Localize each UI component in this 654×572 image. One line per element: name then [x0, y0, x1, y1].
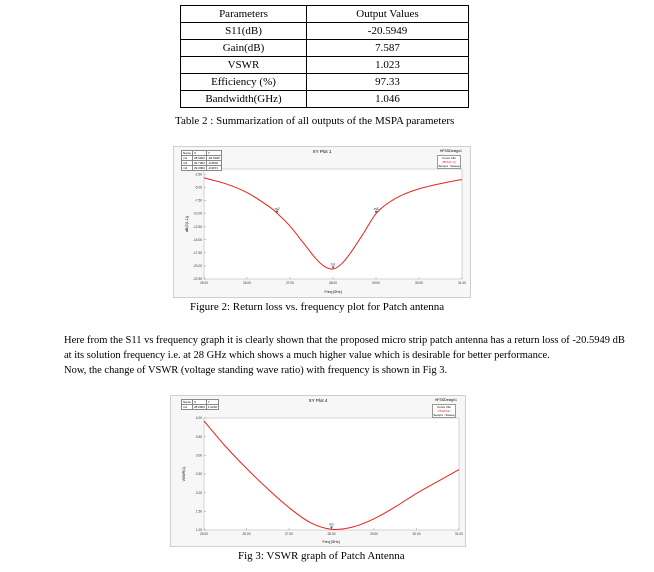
x-tick-label: 25.00	[200, 532, 208, 536]
curve-info-title: Curve Info	[437, 405, 451, 409]
figure3-plot	[170, 395, 466, 547]
legend-cell: 29.0000	[194, 166, 205, 170]
body-paragraph-line: at its solution frequency i.e. at 28 GHz which shows a much higher value which is desirable for better performance.	[64, 350, 550, 361]
table-cell: Efficiency (%)	[181, 74, 307, 91]
table-row	[181, 40, 469, 57]
table-header-cell: Parameters	[181, 6, 307, 23]
y-tick-label: -12.50	[192, 224, 202, 229]
y-tick-label: 3.00	[195, 453, 202, 458]
table-cell: Bandwidth(GHz)	[181, 91, 307, 108]
x-tick-label: 29.00	[372, 281, 380, 285]
figure2-caption: Figure 2: Return loss vs. frequency plot for Patch antenna	[190, 301, 445, 313]
table-caption: Table 2 : Summarization of all outputs of the MSPA parameters	[175, 115, 455, 127]
table-header-row	[181, 6, 469, 23]
x-tick-label: 26.00	[242, 532, 251, 536]
table-cell: Gain(dB)	[181, 40, 307, 57]
table-cell: -20.5949	[307, 23, 469, 40]
legend-cell: -9.9504	[206, 161, 221, 166]
plot-title: XY Plot 1	[312, 149, 332, 154]
x-tick-label: 30.00	[412, 532, 421, 536]
x-tick-label: 29.00	[370, 532, 378, 536]
legend-cell: 28.0000	[194, 156, 205, 160]
y-tick-label: -10.00	[192, 211, 202, 216]
table-cell: 1.023	[307, 57, 469, 74]
curve-info-title: Curve Info	[442, 156, 456, 160]
legend-cell: Name	[183, 400, 192, 404]
legend-cell: m2	[182, 161, 193, 166]
marker-label: m2	[274, 206, 280, 211]
legend-cell: m3	[182, 166, 193, 171]
curve-info-setup: Setup1 : Sweep	[438, 164, 460, 168]
table-cell: 1.046	[307, 91, 469, 108]
marker-legend	[181, 399, 219, 410]
y-axis-label: VSWR(1)	[182, 466, 186, 482]
y-tick-label: 2.00	[195, 490, 202, 495]
x-tick-label: 31.00	[455, 532, 463, 536]
plot-area	[204, 418, 459, 530]
legend-row	[182, 166, 222, 171]
y-tick-label: -2.50	[194, 172, 202, 177]
figure2-plot	[173, 146, 471, 298]
curve-info-name: VSWR(1)	[437, 409, 451, 413]
x-axis-label: Freq [GHz]	[322, 540, 340, 544]
table-row	[181, 57, 469, 74]
curve-info-name: dB(S(1,1))	[442, 160, 456, 164]
marker-legend	[181, 150, 222, 171]
marker-label: m1	[330, 262, 336, 267]
table-cell: 97.33	[307, 74, 469, 91]
tool-tag: HFSSDesign1	[439, 149, 462, 153]
x-tick-label: 27.00	[285, 532, 293, 536]
y-tick-label: -7.50	[194, 198, 202, 203]
figure3-caption: Fig 3: VSWR graph of Patch Antenna	[238, 550, 405, 562]
legend-cell: X	[193, 400, 207, 405]
x-tick-label: 27.00	[286, 281, 294, 285]
legend-cell: Name	[183, 151, 192, 155]
table-row	[181, 91, 469, 108]
y-tick-label: 2.50	[195, 472, 202, 477]
x-tick-label: 31.00	[458, 281, 466, 285]
legend-cell: 28.0000	[194, 405, 205, 409]
x-tick-label: 25.00	[200, 281, 208, 285]
y-tick-label: -15.00	[192, 237, 202, 242]
y-tick-label: 3.50	[195, 434, 202, 439]
body-paragraph-line: Here from the S11 vs frequency graph it is clearly shown that the proposed micro strip patch antenna has a return loss of -20.5949 dB	[64, 335, 625, 346]
legend-cell: -9.9971	[206, 166, 221, 171]
x-tick-label: 26.00	[243, 281, 251, 285]
legend-cell: 26.7000	[194, 161, 205, 165]
y-tick-label: 1.50	[195, 509, 202, 514]
table-cell: S11(dB)	[181, 23, 307, 40]
legend-cell: -20.5949	[207, 156, 220, 160]
y-tick-label: -5.00	[194, 185, 202, 190]
table-row	[181, 23, 469, 40]
y-axis-label: dB(S(1,1))	[185, 215, 189, 233]
table-cell: VSWR	[181, 57, 307, 74]
x-tick-label: 30.00	[415, 281, 423, 285]
legend-cell: m1	[182, 405, 193, 410]
y-tick-label: -22.50	[192, 277, 202, 282]
y-tick-label: 4.00	[195, 416, 202, 421]
y-tick-label: -20.00	[192, 264, 202, 269]
table-row	[181, 74, 469, 91]
legend-cell: 1.0232	[207, 405, 218, 409]
legend-cell: Y	[206, 151, 221, 156]
y-tick-label: -17.50	[192, 251, 202, 256]
curve-info-box	[432, 404, 456, 418]
marker-label: m1	[329, 522, 334, 527]
marker-label: m3	[373, 207, 379, 212]
parameters-table	[180, 5, 469, 108]
legend-cell: m1	[182, 156, 193, 161]
table-header-cell: Output Values	[307, 6, 469, 23]
table-cell: 7.587	[307, 40, 469, 57]
legend-cell: X	[193, 151, 207, 156]
body-paragraph-line: Now, the change of VSWR (voltage standing wave ratio) with frequency is shown in Fig 3.	[64, 365, 448, 376]
curve-info-box	[437, 155, 461, 169]
curve-info-setup: Setup1 : Sweep	[433, 413, 455, 417]
x-tick-label: 28.00	[329, 281, 337, 285]
x-tick-label: 28.00	[327, 532, 336, 536]
legend-cell: Y	[206, 400, 218, 405]
plot-title: XY Plot 4	[308, 398, 328, 403]
tool-tag: HFSSDesign1	[434, 398, 457, 402]
y-tick-label: 1.00	[195, 528, 202, 533]
figure3-svg	[171, 396, 465, 546]
legend-row	[182, 405, 219, 410]
x-axis-label: Freq [GHz]	[324, 290, 342, 294]
